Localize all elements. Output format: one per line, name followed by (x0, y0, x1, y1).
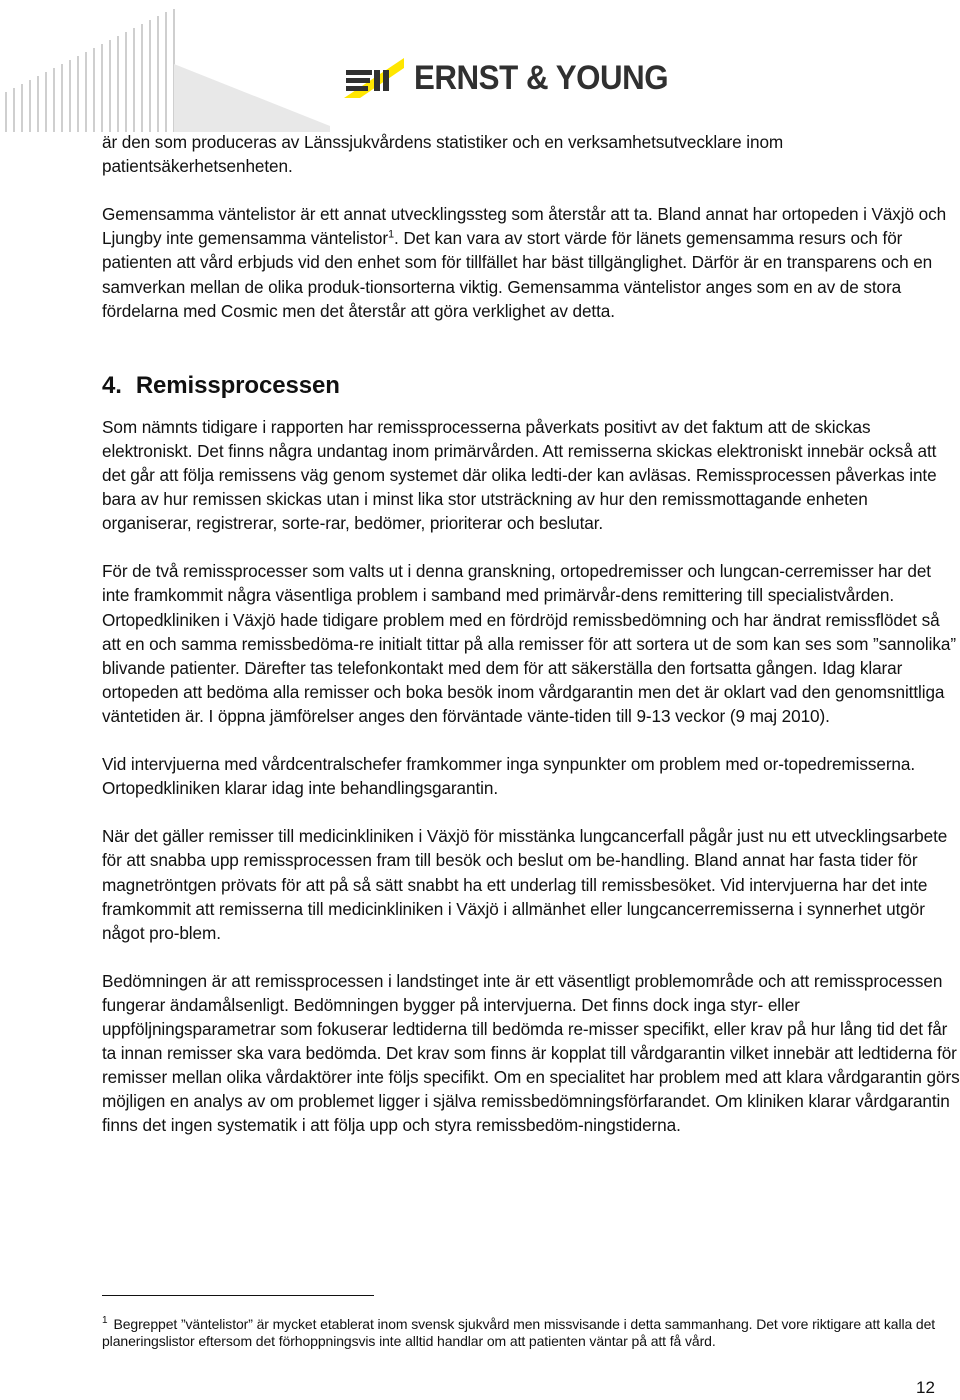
page-number: 12 (916, 1378, 935, 1397)
paragraph-text-end: . Det kan vara av stort värde för länets gemensamma resurs och för patienten att vård erbjuds vid den enhet som för tillfället har bäst tillgänglighet. Därför är en transparens och en samverkan mellan de olika produk-tionsorterna viktig. Gemensamma väntelistor anges som en av de stora fördelarna med Cosmic men det återstår att göra verklighet av detta. (102, 228, 933, 321)
section-paragraph: Vid intervjuerna med vårdcentralschefer framkommer inga synpunkter om problem med or-topedremisserna. Ortopedkliniken klarar idag inte behandlingsgarantin. (102, 754, 916, 799)
footnote-marker: 1 (102, 1315, 108, 1327)
paragraph-continuation: är den som produceras av Länssjukvårdens statistiker och en verksamhetsutvecklare inom patientsäkerhetsenheten. (102, 132, 784, 177)
document-body (102, 130, 960, 1138)
footnote (102, 1316, 952, 1350)
section-number: 4. (102, 371, 122, 399)
paragraph-waiting-lists (102, 202, 960, 322)
ernst-young-logo (340, 58, 690, 98)
footnote-reference: 1 (387, 228, 395, 241)
logo-mark-icon (340, 58, 404, 98)
paragraph-text-start: Gemensamma väntelistor är ett annat utvecklingssteg som återstår att ta. Bland annat har ortopeden i Växjö och Ljungby inte gemensamma väntelistor (102, 204, 947, 249)
section-paragraph: Bedömningen är att remissprocessen i landstinget inte är ett väsentligt problemområde och att remissprocessen fungerar ändamålsenligt. Bedömningen bygger på intervjuerna. Det finns dock inga styr- eller uppföljningsparametrar som fokuserar ledtiderna till bedömda re-misser specifikt, eller krav på hur lång tid det får ta innan remisser ska vara bedömda. Det krav som finns är kopplat till vårdgarantin vilket innebär att ledtiderna för remisser mellan olika vårdaktörer inte följs specifikt. Om en specialitet har problem med att klara vårdgarantin görs möjligen en analys av om problemet ligger i själva remissbedömningsförfarandet. Om kliniken klarar vårdgarantin finns det ingen systematik i att följa upp och styra remissbedöm-ningstiderna. (102, 970, 960, 1136)
footnote-text: Begreppet ”väntelistor” är mycket etablerat inom svensk sjukvård men missvisande i detta sammanhang. Det vore riktigare att kalla det planeringslistor eftersom det förhoppningsvis inte alltid handlar om att patienten väntar på att få vård. (102, 1316, 936, 1349)
header-decoration (0, 4, 330, 134)
section-paragraph: För de två remissprocesser som valts ut i denna granskning, ortopedremisser och lungcan-cerremisser har det inte framkommit några väsentliga problem i samband med primärvår-dens remittering till specialistvården. Ortopedkliniken i Växjö hade tidigare problem med en fördröjd remissbedömning och har ändrat remissflödet så att en och samma remissbedöma-re initialt tittar på alla remisser för att sortera ut de som kan ses som ”sannolika” blivande patienter. Därefter tas telefonkontakt med dem för att säkerställa den fortsatta gången. Idag klarar ortopeden att bedöma alla remisser och boka besök inom vårdgarantin men det är oklart vad den genomsnittliga väntetiden är. I öppna jämförelser anges den förväntade vänte-tiden till 9-13 veckor (9 maj 2010). (102, 561, 956, 726)
section-title: Remissprocessen (135, 371, 340, 399)
section-heading (102, 371, 960, 401)
section-paragraph: Som nämnts tidigare i rapporten har remissprocesserna påverkats positivt av det faktum att de skickas elektroniskt. Det finns några undantag inom primärvården. Att remisserna skickas elektroniskt innebär också att det går att följa remissens väg genom systemet där olika ledti-der kan avläsas. Remissprocessen påverkas inte bara av hur remissen skickas utan i minst lika stor utsträckning av hur den remissmottagande enheten organiserar, registrerar, sorte-rar, bedömer, prioriterar och beslutar. (102, 416, 937, 534)
logo-text: ERNST & YOUNG (414, 58, 669, 97)
section-paragraph: När det gäller remisser till medicinkliniken i Växjö för misstänka lungcancerfall pågår just nu ett utvecklingsarbete för att snabba upp remissprocessen fram till besök och beslut om be-handling. Bland annat har fasta tider för magnetröntgen prövats för att på så sätt snabbt ha ett underlag till remissbesöket. Vid intervjuerna har det inte framkommit att remisserna till medicinkliniken i Växjö i allmänhet eller lungcancerremisserna i synnerhet utgör något pro-blem. (102, 826, 948, 943)
footnote-divider (102, 1295, 374, 1296)
